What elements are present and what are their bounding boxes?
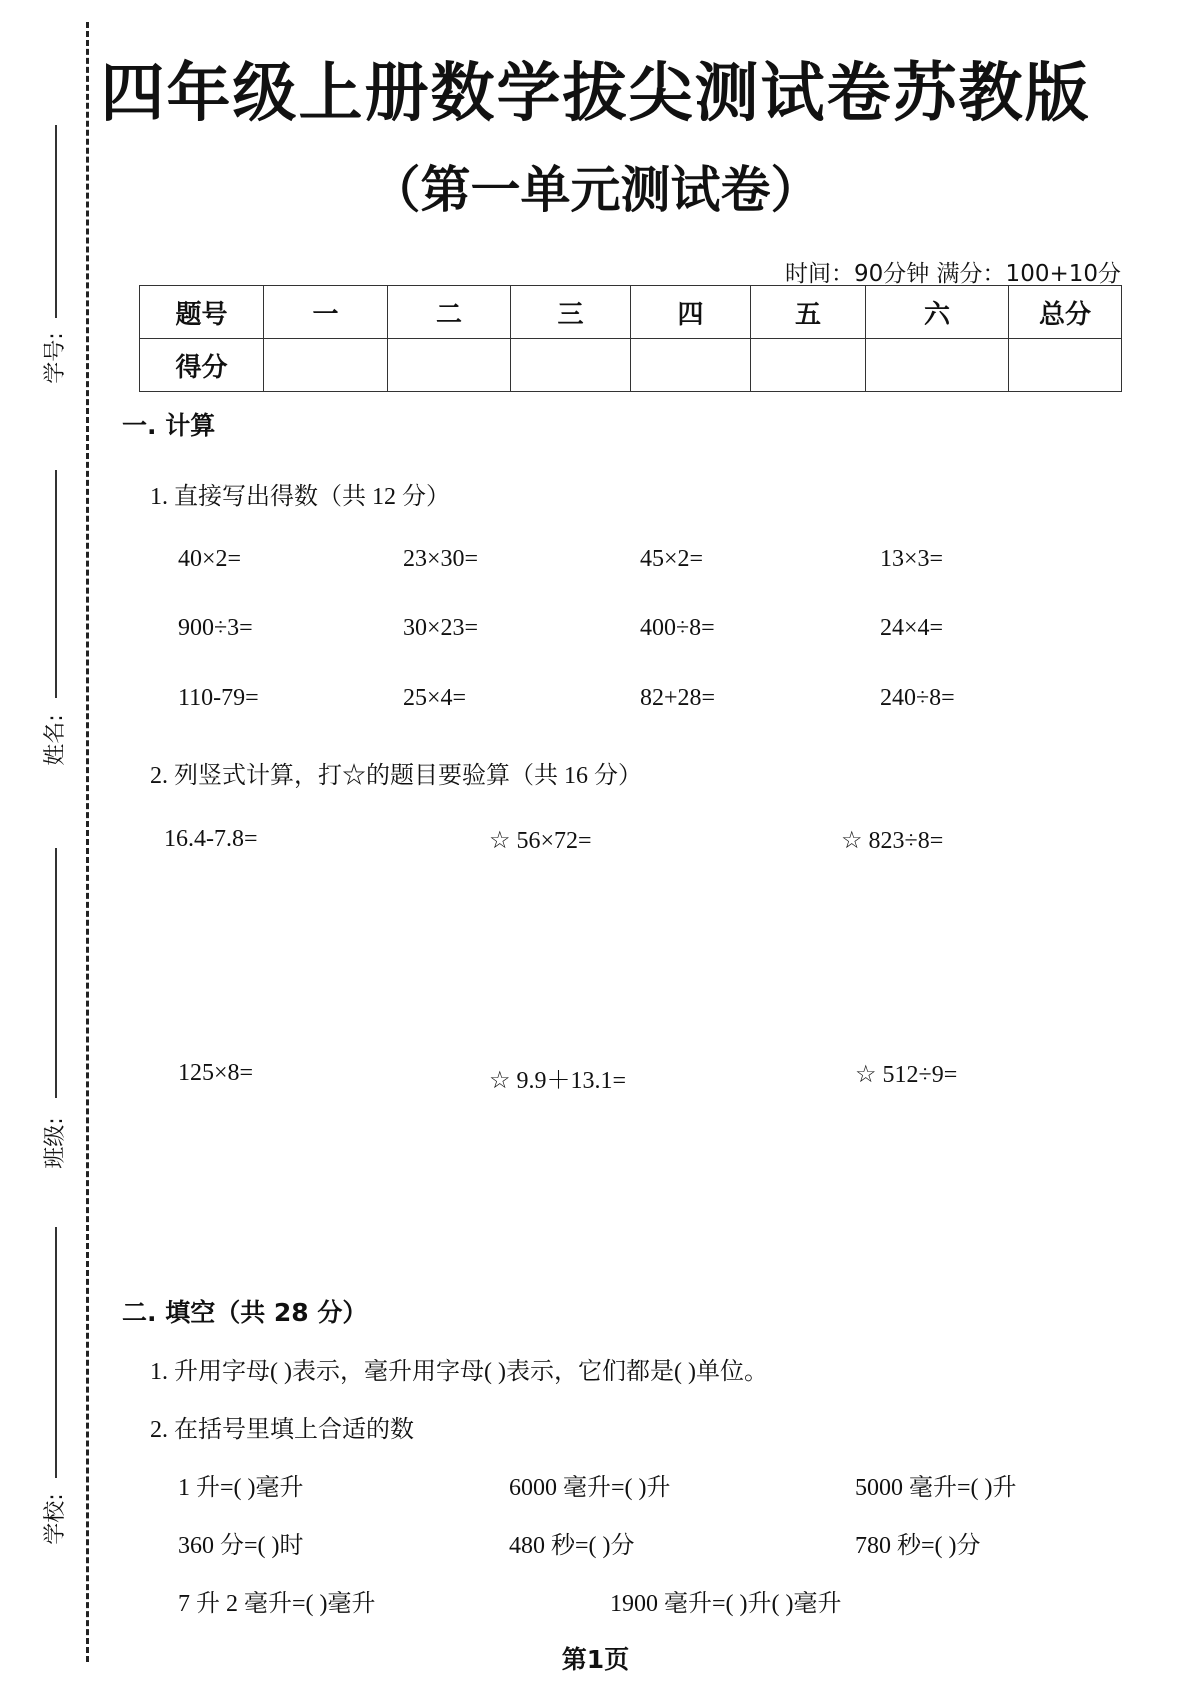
header-cell: 六: [866, 286, 1009, 339]
score-table-header-row: [140, 286, 1122, 339]
class-label: 班级:: [43, 1117, 68, 1169]
fill-blank-item: 480 秒=( )分: [509, 1533, 635, 1559]
header-cell: 总分: [1009, 286, 1122, 339]
oral-calc-item: 900÷3=: [178, 615, 253, 641]
vertical-calc-item: 16.4-7.8=: [164, 826, 258, 852]
score-table: [139, 285, 1122, 392]
section2-q1: 1. 升用字母( )表示，毫升用字母( )表示，它们都是( )单位。: [150, 1359, 768, 1385]
section2-q2-title: 2. 在括号里填上合适的数: [150, 1417, 414, 1443]
oral-calc-item: 400÷8=: [640, 615, 715, 641]
score-cell[interactable]: [866, 339, 1009, 392]
oral-calc-item: 30×23=: [403, 615, 479, 641]
header-cell: 四: [631, 286, 751, 339]
oral-calc-item: 13×3=: [880, 546, 944, 572]
header-cell: 一: [264, 286, 388, 339]
vertical-calc-item: ☆ 56×72=: [489, 828, 592, 854]
school-blank[interactable]: [55, 1227, 57, 1478]
fill-blank-item: 5000 毫升=( )升: [855, 1475, 1017, 1501]
header-cell: 题号: [140, 286, 264, 339]
oral-calc-item: 23×30=: [403, 546, 479, 572]
oral-calc-item: 82+28=: [640, 685, 716, 711]
section1-q2-title: 2. 列竖式计算，打☆的题目要验算（共 16 分）: [150, 763, 642, 789]
score-cell[interactable]: [264, 339, 388, 392]
header-cell: 三: [511, 286, 631, 339]
score-cell[interactable]: [511, 339, 631, 392]
page-subtitle: （第一单元测试卷）: [370, 161, 821, 219]
fill-blank-item: 1900 毫升=( )升( )毫升: [610, 1591, 842, 1617]
oral-calc-item: 45×2=: [640, 546, 704, 572]
class-blank[interactable]: [55, 848, 57, 1098]
exam-meta: 时间：90分钟 满分：100+10分: [784, 261, 1121, 287]
vertical-calc-item: ☆ 823÷8=: [841, 828, 944, 854]
fill-blank-item: 7 升 2 毫升=( )毫升: [178, 1591, 376, 1617]
binding-dashed-line: [86, 22, 89, 1662]
fill-blank-item: 1 升=( )毫升: [178, 1475, 304, 1501]
oral-calc-item: 40×2=: [178, 546, 242, 572]
page-title: 四年级上册数学拔尖测试卷苏教版: [100, 57, 1091, 131]
vertical-calc-item: ☆ 512÷9=: [855, 1062, 958, 1088]
header-cell: 二: [388, 286, 511, 339]
section1-title: 一. 计算: [122, 411, 216, 440]
score-cell[interactable]: [751, 339, 866, 392]
oral-calc-item: 240÷8=: [880, 685, 955, 711]
score-row-label: 得分: [140, 339, 264, 392]
score-cell[interactable]: [388, 339, 511, 392]
fill-blank-item: 6000 毫升=( )升: [509, 1475, 671, 1501]
fill-blank-item: 360 分=( )时: [178, 1533, 304, 1559]
section2-title: 二. 填空（共 28 分）: [122, 1298, 368, 1327]
school-label: 学校:: [43, 1493, 68, 1545]
name-blank[interactable]: [55, 470, 57, 698]
vertical-calc-item: ☆ 9.9＋13.1=: [489, 1068, 627, 1094]
section1-q1-title: 1. 直接写出得数（共 12 分）: [150, 484, 450, 510]
name-label: 姓名:: [43, 714, 68, 766]
page-number: 第1页: [561, 1645, 630, 1674]
oral-calc-item: 110-79=: [178, 685, 259, 711]
score-table-score-row: [140, 339, 1122, 392]
fill-blank-item: 780 秒=( )分: [855, 1533, 981, 1559]
score-cell[interactable]: [1009, 339, 1122, 392]
student-id-label: 学号:: [43, 332, 68, 384]
oral-calc-item: 25×4=: [403, 685, 467, 711]
vertical-calc-item: 125×8=: [178, 1060, 254, 1086]
oral-calc-item: 24×4=: [880, 615, 944, 641]
header-cell: 五: [751, 286, 866, 339]
score-cell[interactable]: [631, 339, 751, 392]
